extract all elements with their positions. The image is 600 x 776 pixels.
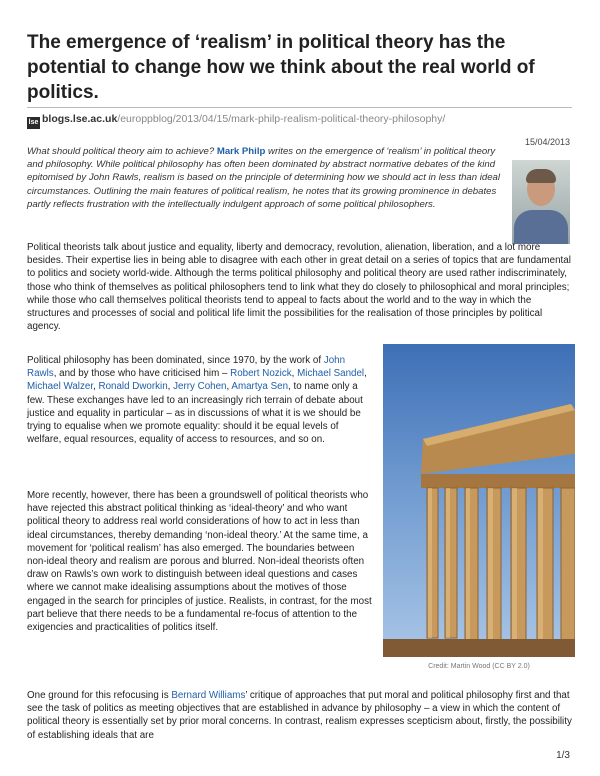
link-amartya-sen[interactable]: Amartya Sen xyxy=(231,381,289,393)
publish-date: 15/04/2013 xyxy=(524,137,570,147)
page-number: 1/3 xyxy=(556,750,570,761)
link-john-rawls[interactable]: John Rawls xyxy=(27,355,346,380)
parthenon-photo xyxy=(383,344,575,657)
body-paragraph-3: More recently, however, there has been a groundswell of political theorists who have rejected this abstract political thinking as ‘ideal-theory’ and who want political theory to address real world considerations of how to act in less than ideal circumstances, thereby demanding ‘non-ideal theory.’ At the same time, a movement for ‘political realism’ has also emerged. The boundaries between non-ideal theory and realism are porous and blurred. Non-ideal theorists often draw on Rawls’s own work to distinguish between ideal questions and cases where we cannot make idealising assumptions about the motives of those engaged in the search for principles of justice. Realists, in contrast, for the most part believe that there needs to be a fundamental re-focus of attention to the exigencies and practicalities of politics itself. xyxy=(27,490,372,634)
source-line xyxy=(27,113,445,129)
author-link[interactable]: Mark Philp xyxy=(216,146,266,157)
photo-credit: Credit: Martin Wood (CC BY 2.0) xyxy=(428,663,530,670)
link-jerry-cohen[interactable]: Jerry Cohen xyxy=(173,381,227,393)
article-title: The emergence of ‘realism’ in political theory has the potential to change how we think about the real world of politics. xyxy=(27,32,535,103)
parthenon-illustration xyxy=(383,344,575,657)
link-bernard-williams[interactable]: Bernard Williams xyxy=(171,690,246,701)
intro-paragraph: What should political theory aim to achieve? Mark Philp writes on the emergence of ‘realism’ in political theory and philosophy. While political philosophy has often been dominated by abstract normative debates of the kind epitomised by John Rawls, realism is based on the principle of determining how we should act in less than ideal circumstances. Outlining the main features of political realism, he notes that its growing prominence in debates partly reflects frustration with the intellectually indulgent approach of some political philosophers. xyxy=(27,146,501,210)
title-divider xyxy=(27,107,572,108)
source-host-link[interactable]: blogs.lse.ac.uk xyxy=(42,113,118,125)
body-paragraph-4: One ground for this refocusing is Bernard Williams’ critique of approaches that put moral and political philosophy first and that see the task of politics as meeting objectives that are established in advance by philosophy – a view in which the content of political theory is essentially set by prior moral concerns. In contrast, realism expresses scepticism about, firstly, the possibility of establishing ideals that are xyxy=(27,690,572,741)
source-path-link[interactable]: /europpblog/2013/04/15/mark-philp-realism-political-theory-philosophy/ xyxy=(117,113,446,125)
link-michael-sandel[interactable]: Michael Sandel xyxy=(297,368,365,380)
link-robert-nozick[interactable]: Robert Nozick xyxy=(230,368,292,380)
link-michael-walzer[interactable]: Michael Walzer xyxy=(27,381,94,393)
body-paragraph-2: Political philosophy has been dominated, since 1970, by the work of John Rawls, and by those who have criticised him – Robert Nozick, Michael Sandel, Michael Walzer, Ronald Dworkin, Jerry Cohen, Amartya Sen, to name only a few. These exchanges have led to an increasingly rich terrain of debate about justice and equality in particular – as in discussions of what it is we should be trying to equalise when we promote equality: should it be equal levels of welfare, equal resources, equality of access to resources, and so on. xyxy=(27,355,367,446)
author-photo xyxy=(512,160,570,244)
body-paragraph-1: Political theorists talk about justice and equality, liberty and democracy, revolution, alienation, liberation, and a lot more besides. Their expertise lies in being able to disagree with each other in great detail on a series of topics that are fundamental to politics and society world-wide. Although the terms political philosophy and political theory are used rather indiscriminately, those who think of themselves as political philosophers tend to link what they do closely to philosophical and moral principles; while those who call themselves political theorists tend to appeal to facts about the world and to the way in which the structures and processes of social and political life limit the possibilities for the realisation of those principles by political agency. xyxy=(27,242,571,333)
link-ronald-dworkin[interactable]: Ronald Dworkin xyxy=(98,381,168,393)
lse-logo-icon: lse xyxy=(27,117,40,129)
